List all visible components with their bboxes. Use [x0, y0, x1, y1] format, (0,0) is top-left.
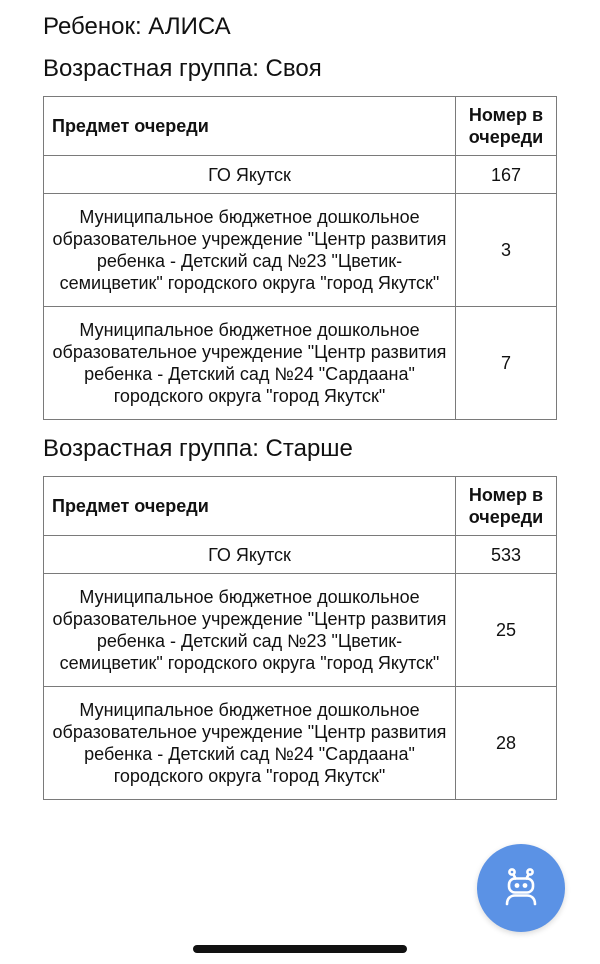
table-row — [44, 156, 557, 194]
assistant-bot-button[interactable] — [477, 844, 565, 932]
column-header-subject: Предмет очереди — [44, 477, 456, 536]
column-header-number-line2: очереди — [468, 127, 544, 147]
table-header-row — [44, 97, 557, 156]
column-header-number-line2: очереди — [468, 507, 544, 527]
table-row — [44, 574, 557, 687]
table-row — [44, 307, 557, 420]
queue-number: 25 — [456, 574, 557, 687]
column-header-number — [456, 97, 557, 156]
age-group-title: Возрастная группа: Старше — [43, 435, 353, 462]
queue-number: 533 — [456, 536, 557, 574]
robot-icon — [499, 866, 543, 910]
queue-subject: Муниципальное бюджетное дошкольное образовательное учреждение "Центр развития ребенка - Детский сад №23 "Цветик-семицветик" городского округа "город Якутск" — [44, 194, 456, 307]
column-header-number-line1: Номер в — [468, 485, 544, 505]
queue-number: 167 — [456, 156, 557, 194]
age-group-title: Возрастная группа: Своя — [43, 55, 322, 82]
column-header-number-line1: Номер в — [468, 105, 544, 125]
child-name: Ребенок: АЛИСА — [43, 13, 231, 40]
queue-content — [43, 10, 556, 800]
table-row — [44, 687, 557, 800]
queue-number: 7 — [456, 307, 557, 420]
queue-subject: ГО Якутск — [44, 156, 456, 194]
queue-number: 3 — [456, 194, 557, 307]
table-row — [44, 194, 557, 307]
queue-number: 28 — [456, 687, 557, 800]
home-indicator[interactable] — [193, 945, 407, 953]
queue-subject: Муниципальное бюджетное дошкольное образовательное учреждение "Центр развития ребенка - Детский сад №23 "Цветик-семицветик" городского округа "город Якутск" — [44, 574, 456, 687]
queue-subject: Муниципальное бюджетное дошкольное образовательное учреждение "Центр развития ребенка - Детский сад №24 "Сардаана" городского округа "город Якутск" — [44, 687, 456, 800]
table-header-row — [44, 477, 557, 536]
column-header-number — [456, 477, 557, 536]
queue-subject: Муниципальное бюджетное дошкольное образовательное учреждение "Центр развития ребенка - Детский сад №24 "Сардаана" городского округа "город Якутск" — [44, 307, 456, 420]
table-row — [44, 536, 557, 574]
queue-table — [43, 96, 557, 420]
queue-subject: ГО Якутск — [44, 536, 456, 574]
column-header-subject: Предмет очереди — [44, 97, 456, 156]
queue-table — [43, 476, 557, 800]
